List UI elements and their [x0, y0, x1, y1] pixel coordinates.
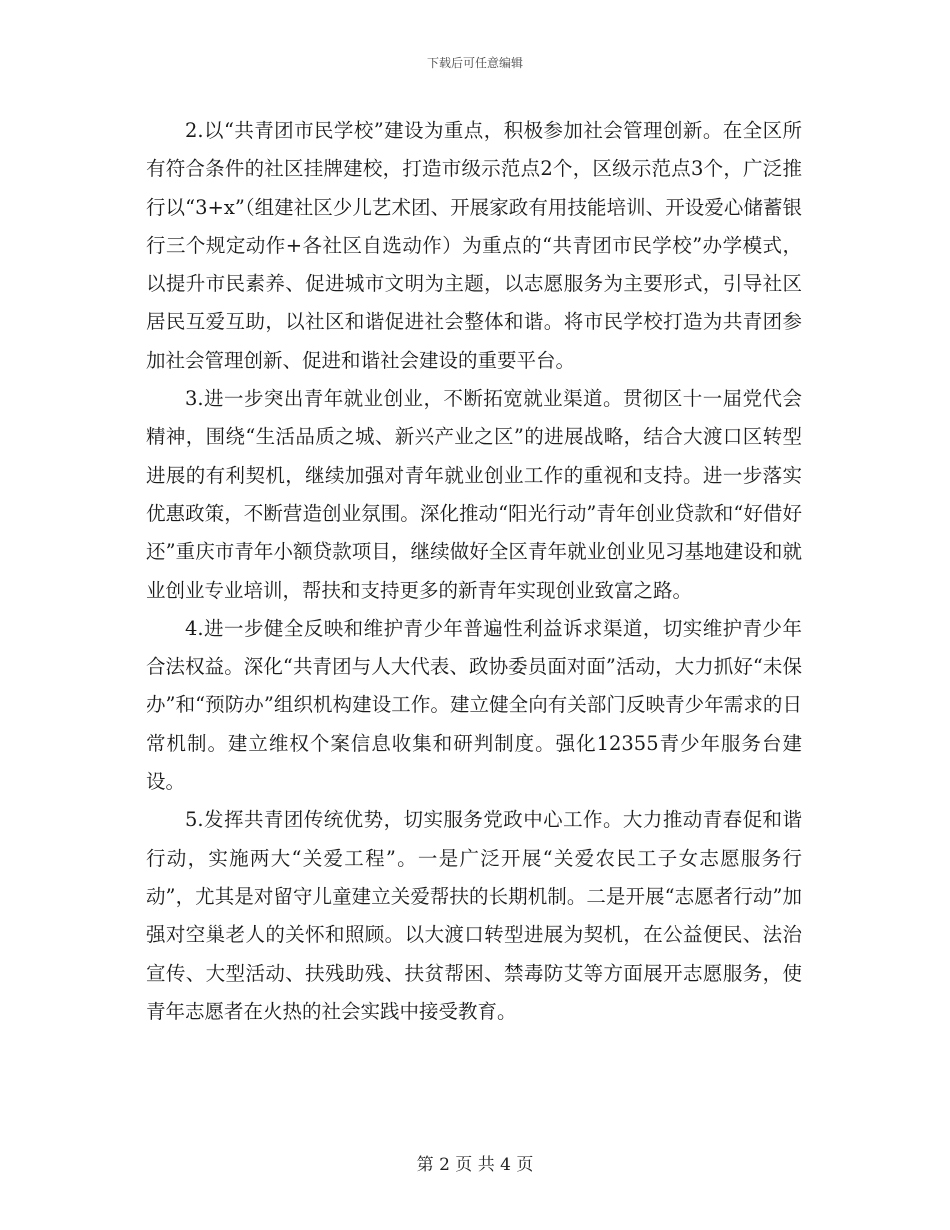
paragraph-5: 5.发挥共青团传统优势，切实服务党政中心工作。大力推动青春促和谐行动，实施两大“关爱工程”。一是广泛开展“关爱农民工子女志愿服务行动”，尤其是对留守儿童建立关爱帮扶的长期机制。二是开展“志愿者行动”加强对空巢老人的关怀和照顾。以大渡口转型进展为契机，在公益便民、法治宣传、大型活动、扶残助残、扶贫帮困、禁毒防艾等方面展开志愿服务，使青年志愿者在火热的社会实践中接受教育。 [146, 808, 802, 1023]
page-header: 下载后可任意编辑 [426, 56, 523, 70]
page-number-footer: 第 2 页 共 4 页 [416, 1155, 534, 1175]
document-body [146, 112, 802, 1031]
paragraph-2: 2.以“共青团市民学校”建设为重点，积极参加社会管理创新。在全区所有符合条件的社区挂牌建校，打造市级示范点2个，区级示范点3个，广泛推行以“3+x”（组建社区少儿艺术团、开展家政有用技能培训、开设爱心储蓄银行三个规定动作+各社区自选动作）为重点的“共青团市民学校”办学模式，以提升市民素养、促进城市文明为主题，以志愿服务为主要形式，引导社区居民互爱互助，以社区和谐促进社会整体和谐。将市民学校打造为共青团参加社会管理创新、促进和谐社会建设的重要平台。 [146, 119, 802, 372]
paragraph-4: 4.进一步健全反映和维护青少年普遍性利益诉求渠道，切实维护青少年合法权益。深化“共青团与人大代表、政协委员面对面”活动，大力抓好“未保办”和“预防办”组织机构建设工作。建立健全向有关部门反映青少年需求的日常机制。建立维权个案信息收集和研判制度。强化12355青少年服务台建设。 [146, 616, 802, 794]
paragraph-3: 3.进一步突出青年就业创业，不断拓宽就业渠道。贯彻区十一届党代会精神，围绕“生活品质之城、新兴产业之区”的进展战略，结合大渡口区转型进展的有利契机，继续加强对青年就业创业工作的重视和支持。进一步落实优惠政策，不断营造创业氛围。深化推动“阳光行动”青年创业贷款和“好借好还”重庆市青年小额贷款项目，继续做好全区青年就业创业见习基地建设和就业创业专业培训，帮扶和支持更多的新青年实现创业致富之路。 [146, 387, 802, 602]
